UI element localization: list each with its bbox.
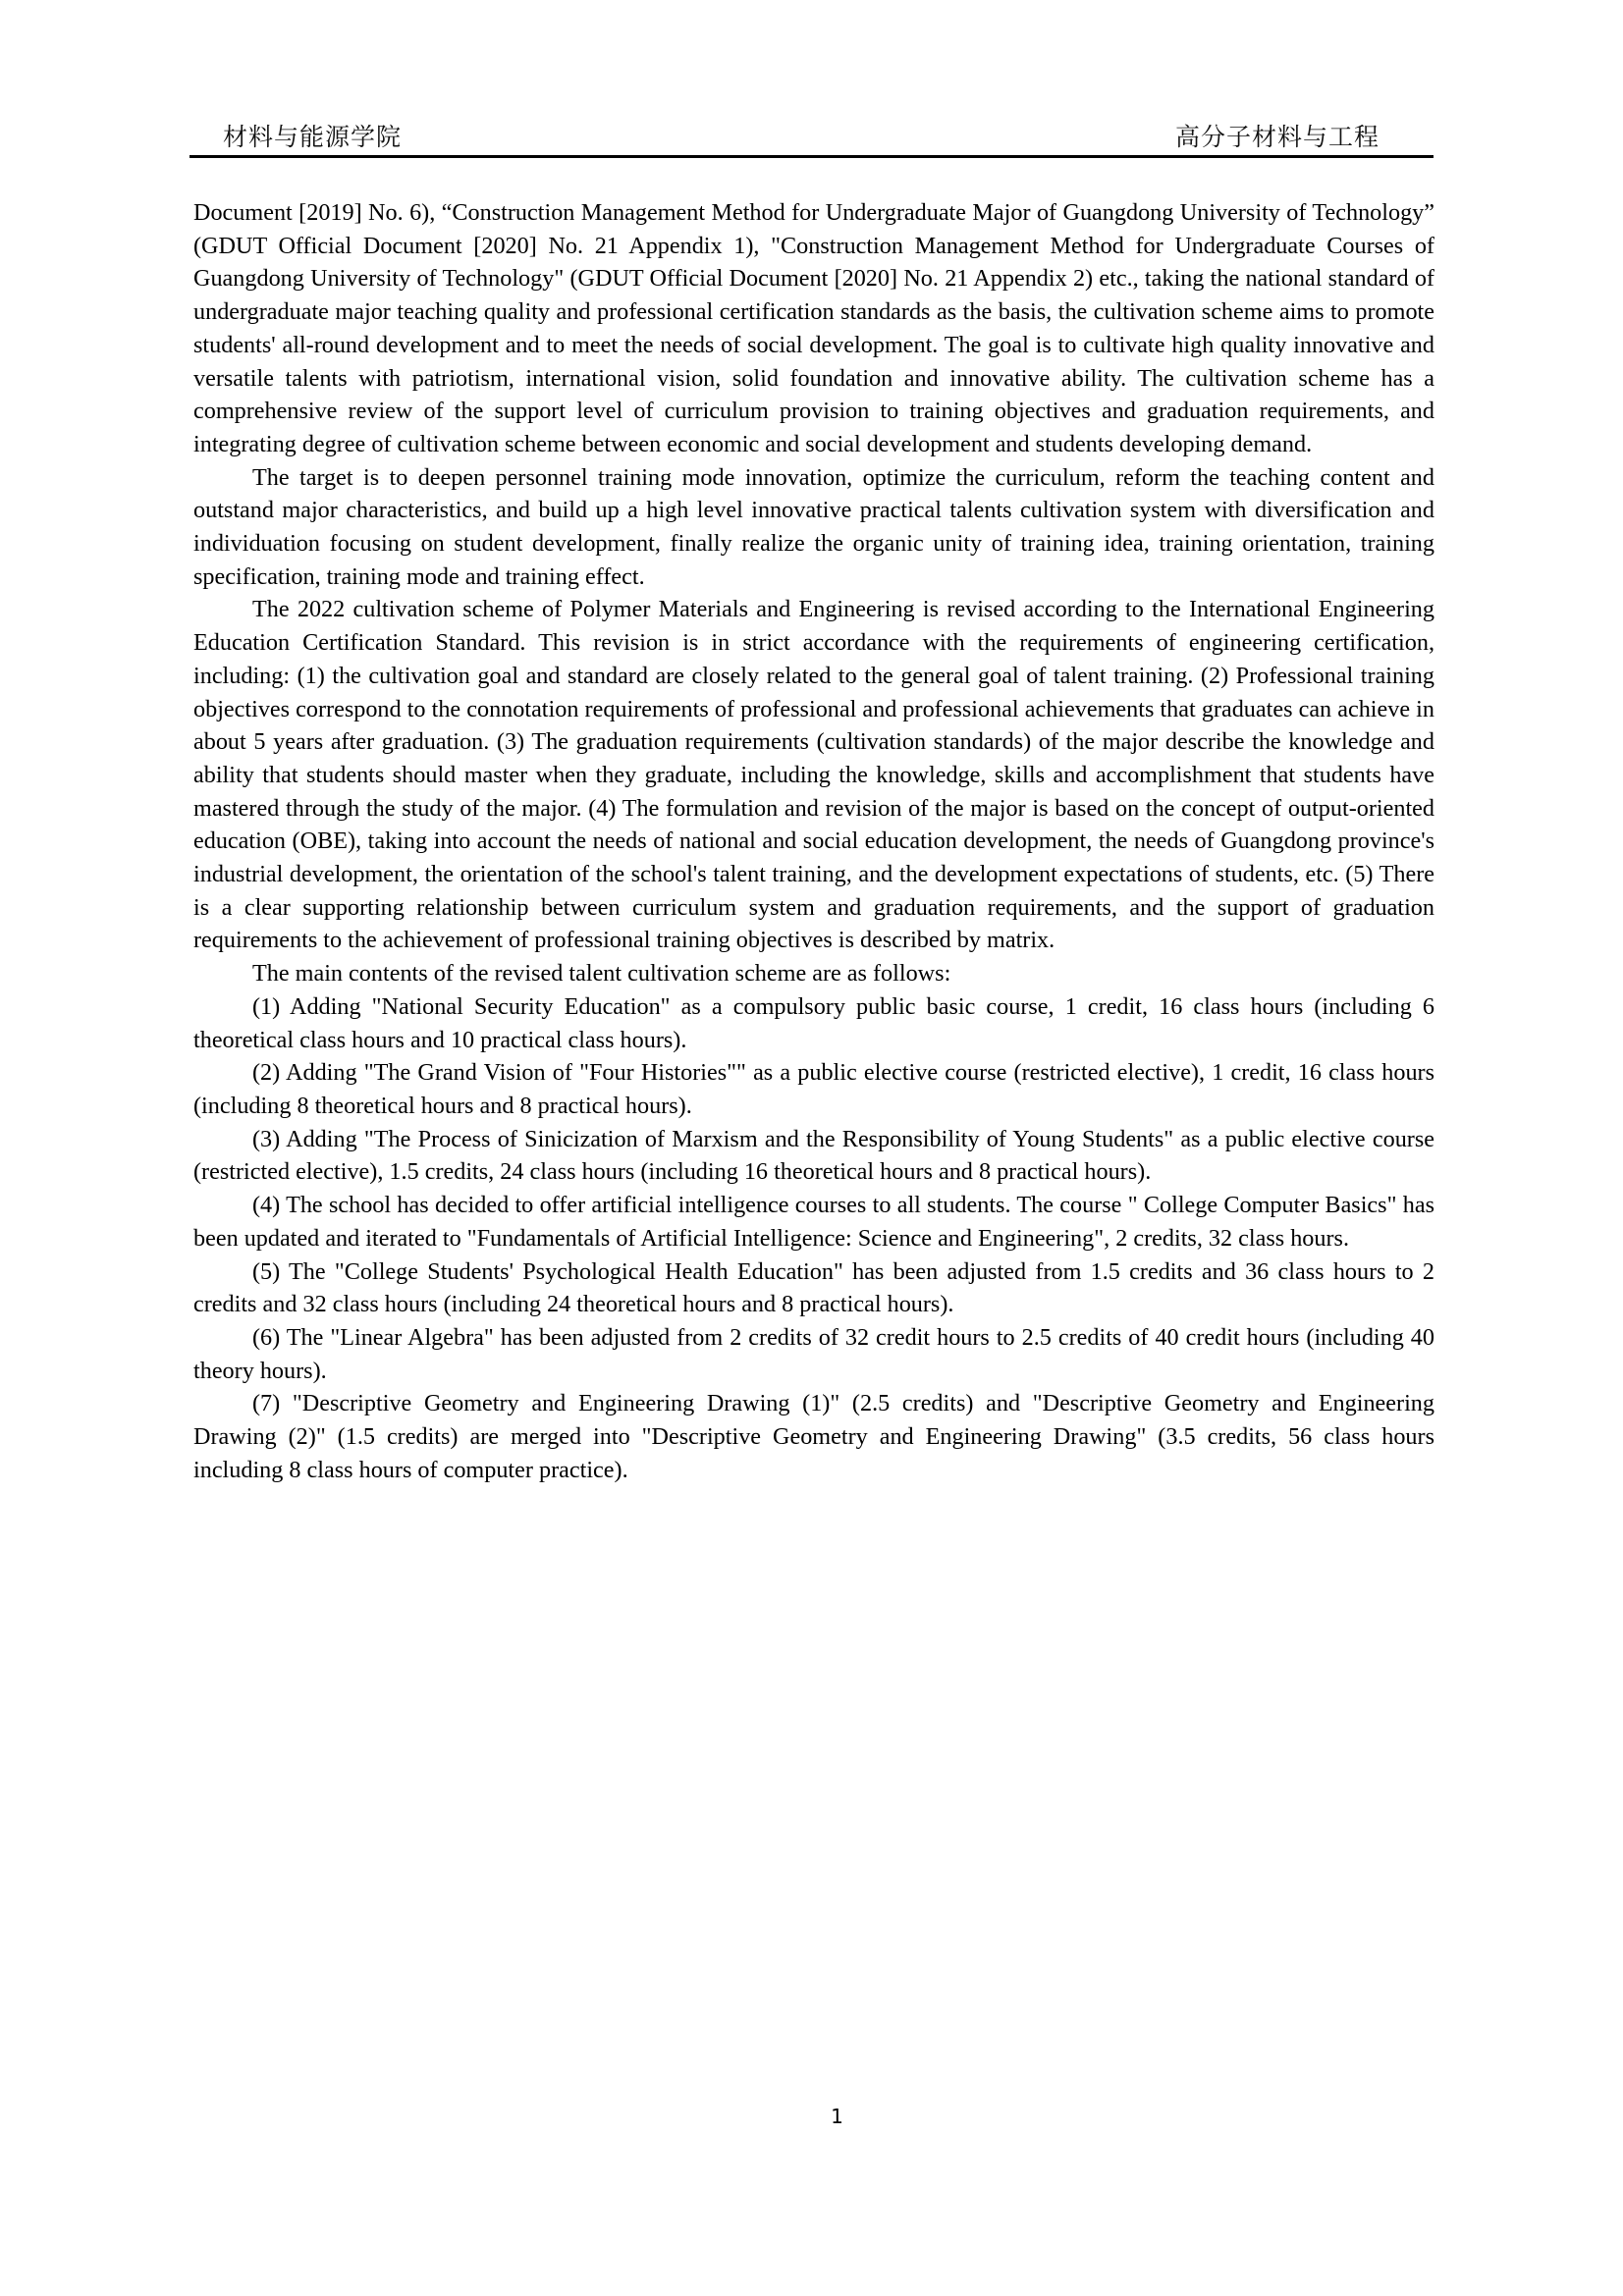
list-item: (5) The "College Students' Psychological Health Education" has been adjusted from 1.5 credits and 36 class hours to 2 credits and 32 class hours (including 24 theoretical hours and 8 practical hours). [193,1257,1434,1318]
document-body [193,196,1434,1486]
header-major-name: 高分子材料与工程 [1174,123,1380,151]
list-item: (4) The school has decided to offer artificial intelligence courses to all students. The course " College Computer Basics" has been updated and iterated to "Fundamentals of Artificial Intelligence: Science and Engineering", 2 credits, 32 class hours. [193,1192,1434,1252]
list-item: (3) Adding "The Process of Sinicization of Marxism and the Responsibility of Young Students" as a public elective course (restricted elective), 1.5 credits, 24 class hours (including 16 theoretical hours and 8 practical hours). [193,1125,1434,1186]
paragraph-continuation: Document [2019] No. 6), “Construction Management Method for Undergraduate Major of Guangdong University of Technology” (GDUT Official Document [2020] No. 21 Appendix 1), "Construction Management Method for Undergraduate Courses of Guangdong University of Technology" (GDUT Official Document [2020] No. 21 Appendix 2) etc., taking the national standard of undergraduate major teaching quality and professional certification standards as the basis, the cultivation scheme aims to promote students' all-round development and to meet the needs of social development. The goal is to cultivate high quality innovative and versatile talents with patriotism, international vision, solid foundation and innovative ability. The cultivation scheme has a comprehensive review of the support level of curriculum provision to training objectives and graduation requirements, and integrating degree of cultivation scheme between economic and social development and students developing demand. [193,199,1434,457]
page-header [189,116,1434,158]
list-item: (6) The "Linear Algebra" has been adjusted from 2 credits of 32 credit hours to 2.5 credits of 40 credit hours (including 40 theory hours). [193,1323,1434,1384]
header-school-name: 材料与能源学院 [223,123,403,151]
paragraph-revision-2022: The 2022 cultivation scheme of Polymer Materials and Engineering is revised according to the International Engineering Education Certification Standard. This revision is in strict accordance with the requirements of engineering certification, including: (1) the cultivation goal and standard are closely related to the general goal of talent training. (2) Professional training objectives correspond to the connotation requirements of professional and professional achievements that graduates can achieve in about 5 years after graduation. (3) The graduation requirements (cultivation standards) of the major describe the knowledge and ability that students should master when they graduate, including the knowledge, skills and accomplishment that students have mastered through the study of the major. (4) The formulation and revision of the major is based on the concept of output-oriented education (OBE), taking into account the needs of national and social education development, the needs of Guangdong province's industrial development, the orientation of the school's talent training, and the development expectations of students, etc. (5) There is a clear supporting relationship between curriculum system and graduation requirements, and the support of graduation requirements to the achievement of professional training objectives is described by matrix. [193,596,1434,954]
page-number: 1 [831,2105,843,2128]
list-item: (1) Adding "National Security Education" as a compulsory public basic course, 1 credit, 16 class hours (including 6 theoretical class hours and 10 practical class hours). [193,992,1434,1053]
paragraph-target: The target is to deepen personnel training mode innovation, optimize the curriculum, reform the teaching content and outstand major characteristics, and build up a high level innovative practical talents cultivation system with diversification and individuation focusing on student development, finally realize the organic unity of training idea, training orientation, training specification, training mode and training effect. [193,463,1434,590]
list-item: (2) Adding "The Grand Vision of "Four Histories"" as a public elective course (restricted elective), 1 credit, 16 class hours (including 8 theoretical hours and 8 practical hours). [193,1059,1434,1119]
list-item: (7) "Descriptive Geometry and Engineering Drawing (1)" (2.5 credits) and "Descriptive Geometry and Engineering Drawing (2)" (1.5 credits) are merged into "Descriptive Geometry and Engineering Drawing" (3.5 credits, 56 class hours including 8 class hours of computer practice). [193,1390,1434,1483]
paragraph-main-contents-intro: The main contents of the revised talent cultivation scheme are as follows: [252,960,951,988]
